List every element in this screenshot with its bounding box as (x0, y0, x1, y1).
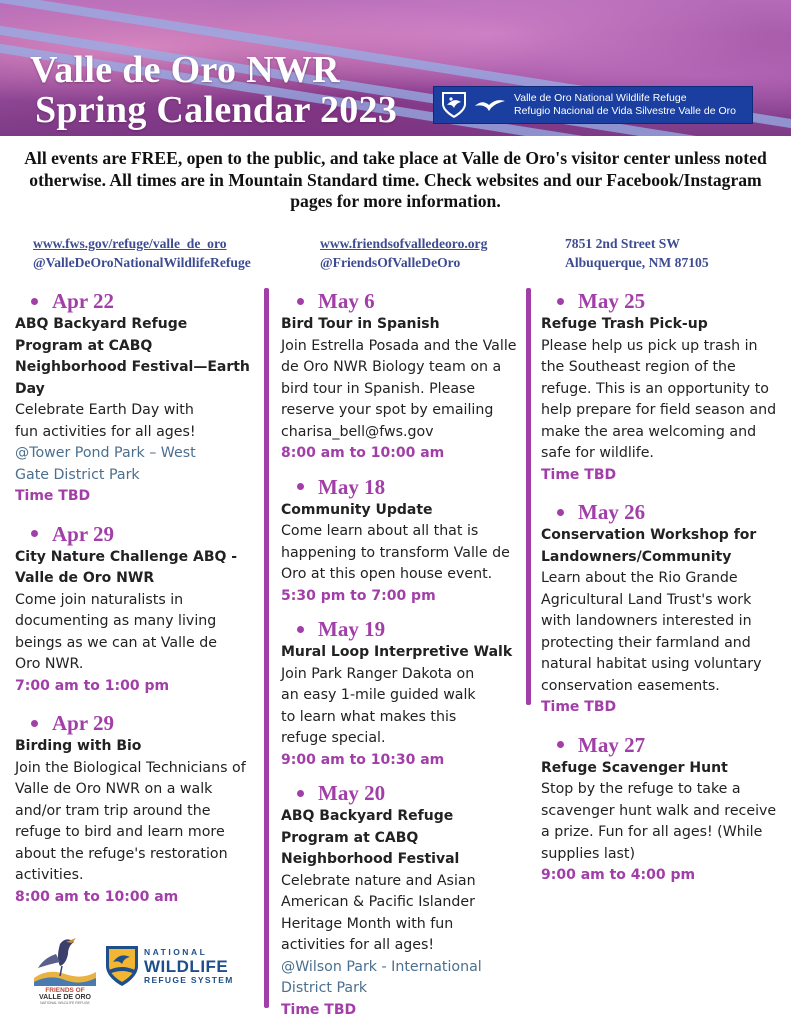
nwrs-line-2: WILDLIFE (144, 956, 229, 976)
bullet-icon (557, 741, 564, 748)
national-wildlife-refuge-system-logo (104, 942, 236, 990)
event-description: Join Park Ranger Dakota on an easy 1-mile guided walk to learn what makes this refuge special. (281, 665, 476, 746)
bullet-icon (31, 720, 38, 727)
event-may-25 (541, 288, 781, 486)
event-title: Bird Tour in Spanish (281, 316, 440, 332)
bullet-icon (297, 790, 304, 797)
event-time: 9:00 am to 10:30 am (281, 751, 445, 768)
event-date: May 20 (297, 780, 521, 806)
event-time: 8:00 am to 10:00 am (15, 888, 179, 905)
event-time: 5:30 pm to 7:00 pm (281, 587, 436, 604)
event-time: Time TBD (15, 488, 91, 504)
nwrs-line-3: REFUGE SYSTEM (144, 974, 234, 985)
event-date: May 18 (297, 474, 521, 500)
event-time: Time TBD (541, 699, 617, 715)
event-description: Celebrate nature and Asian American & Pacific Islander Heritage Month with fun activities for all ages! (281, 872, 476, 953)
bullet-icon (557, 509, 564, 516)
event-title: Mural Loop Interpretive Walk (281, 644, 513, 660)
address-line-2: Albuquerque, NM 87105 (565, 255, 709, 270)
fws-social-handle: @ValleDeOroNationalWildlifeRefuge (33, 255, 251, 270)
event-may-6 (281, 288, 521, 465)
bullet-icon (31, 298, 38, 305)
event-description: Come join naturalists in documenting as many living beings as we can at Valle de Oro NWR. (15, 591, 217, 672)
event-time: 9:00 am to 4:00 pm (541, 867, 696, 883)
title-line-2: Spring Calendar 2023 (35, 89, 398, 131)
svg-text:FRIENDS OF: FRIENDS OF (45, 987, 85, 994)
title-line-1: Valle de Oro NWR (30, 49, 340, 91)
svg-text:NATIONAL WILDLIFE REFUGE: NATIONAL WILDLIFE REFUGE (40, 1001, 90, 1004)
intro-text: All events are FREE, open to the public, and take place at Valle de Oro's visitor center unless noted otherwise. All times are in Mountain Standard time. Check websites and our Facebook/Instagram pages for more information. (24, 148, 767, 211)
event-time: 7:00 am to 1:00 pm (15, 677, 170, 694)
address-line-1: 7851 2nd Street SW (565, 236, 680, 251)
event-description: Stop by the refuge to take a scavenger hunt walk and receive a prize. Fun for all ages! (While supplies last) (541, 781, 777, 862)
event-may-19 (281, 616, 521, 771)
blue-goose-shield-icon (104, 944, 140, 988)
event-description: Learn about the Rio Grande Agricultural Land Trust's work with landowners interested in protecting their farmland and natural habitat using voluntary conservation easements. (541, 570, 762, 694)
event-apr-29-nature-challenge (15, 521, 255, 698)
bullet-icon (297, 483, 304, 490)
contact-address (565, 234, 709, 272)
bullet-icon (557, 298, 564, 305)
bullet-icon (297, 626, 304, 633)
header-banner (0, 0, 791, 136)
event-date: Apr 29 (31, 710, 255, 736)
event-may-20 (281, 780, 521, 1021)
event-title: Community Update (281, 501, 433, 518)
event-description: Join the Biological Technicians of Valle de Oro NWR on a walk and/or tram trip around the refuge to bird and learn more about the refuge's restoration activities. (15, 759, 246, 883)
event-time: Time TBD (281, 1001, 357, 1018)
event-date: May 6 (297, 288, 521, 314)
event-apr-22 (15, 288, 255, 508)
nwrs-line-1: NATIONAL (144, 947, 208, 957)
event-date: Apr 22 (31, 288, 255, 314)
event-location: @Tower Pond Park – West Gate District Park (15, 445, 196, 483)
event-may-26 (541, 499, 781, 719)
column-divider (526, 288, 531, 705)
event-time: Time TBD (541, 466, 617, 483)
event-apr-29-birding (15, 710, 255, 908)
contact-fws (33, 234, 251, 272)
event-description: Please help us pick up trash in the Southeast region of the refuge. This is an opportunity to help prepare for field season and make the area welcoming and safe for wildlife. (541, 337, 777, 461)
event-may-27 (541, 732, 781, 887)
event-title: Birding with Bio (15, 738, 142, 754)
event-title: City Nature Challenge ABQ - Valle de Oro NWR (15, 548, 238, 586)
friends-of-valle-de-oro-logo (30, 934, 100, 1004)
calendar-column-2 (281, 288, 521, 1021)
calendar-column-3 (541, 288, 781, 887)
event-title: Refuge Trash Pick-up (541, 316, 708, 332)
svg-text:VALLE DE ORO: VALLE DE ORO (39, 994, 91, 1001)
badge-line-english: Valle de Oro National Wildlife Refuge (514, 92, 687, 104)
refuge-badge (433, 86, 753, 124)
event-title: ABQ Backyard Refuge Program at CABQ Neighborhood Festival—Earth Day (15, 316, 250, 397)
event-date: May 19 (297, 616, 521, 642)
friends-social-handle: @FriendsOfValleDeOro (320, 255, 461, 270)
event-date: Apr 29 (31, 521, 255, 547)
flying-bird-icon (474, 97, 506, 113)
event-date: May 26 (557, 499, 781, 525)
badge-line-spanish: Refugio Nacional de Vida Silvestre Valle de Oro (514, 105, 736, 117)
event-description: Come learn about all that is happening to transform Valle de Oro at this open house event. (281, 523, 510, 582)
page-title (30, 50, 397, 130)
event-description: Celebrate Earth Day with fun activities for all ages! (15, 402, 196, 440)
event-description: Join Estrella Posada and the Valle de Oro NWR Biology team on a bird tour in Spanish. Please reserve your spot by emailing charisa_bell@fws.gov (281, 337, 517, 440)
event-title: Refuge Scavenger Hunt (541, 759, 728, 776)
fws-website-link[interactable]: www.fws.gov/refuge/valle_de_oro (33, 236, 227, 251)
event-location: @Wilson Park - International District Park (281, 958, 482, 996)
event-date: May 27 (557, 732, 781, 758)
bullet-icon (297, 298, 304, 305)
friends-website-link[interactable]: www.friendsofvalledeoro.org (320, 236, 488, 251)
contact-friends (320, 234, 487, 272)
nwrs-wordmark (144, 948, 234, 984)
fws-shield-icon (440, 90, 468, 120)
event-time: 8:00 am to 10:00 am (281, 445, 445, 461)
event-title: ABQ Backyard Refuge Program at CABQ Neighborhood Festival (281, 808, 460, 867)
event-date: May 25 (557, 288, 781, 314)
bullet-icon (31, 530, 38, 537)
event-title: Conservation Workshop for Landowners/Community (541, 527, 757, 565)
column-divider (264, 288, 269, 1008)
refuge-badge-text (514, 92, 736, 118)
event-may-18 (281, 474, 521, 608)
calendar-column-1 (15, 288, 255, 908)
